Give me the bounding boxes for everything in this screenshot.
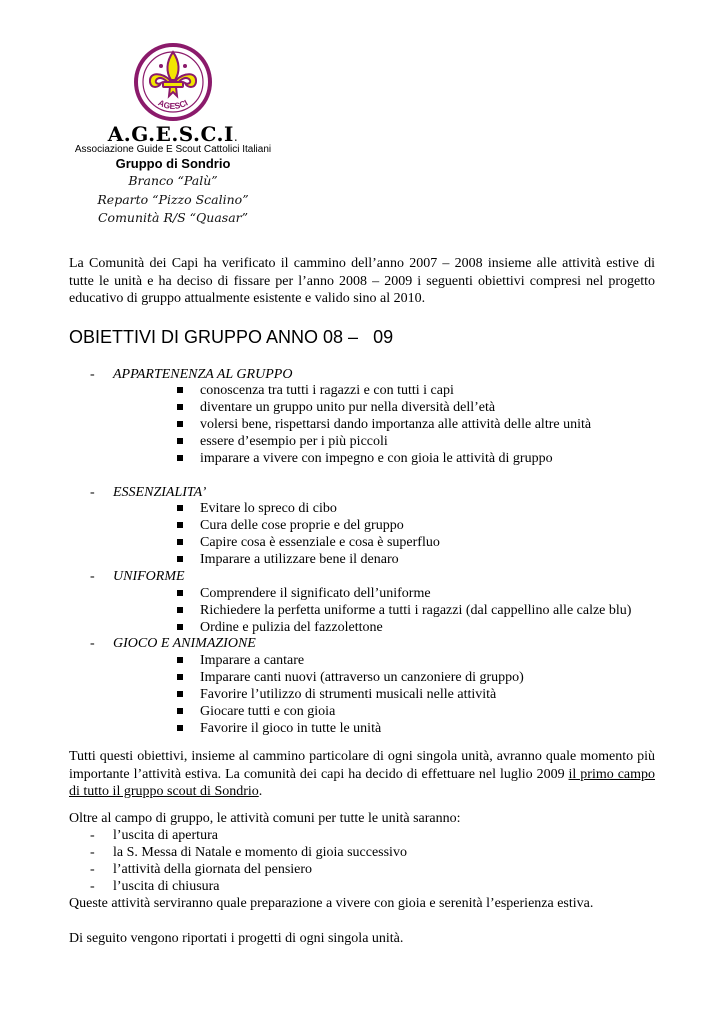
unit-branco: Branco “Palù” (128, 173, 218, 188)
bullet-square-icon (177, 387, 183, 393)
org-name: A.G.E.S.C.I. (107, 122, 239, 146)
bullet-square-icon (177, 522, 183, 528)
bullet-square-icon (177, 455, 183, 461)
bullet-square-icon (177, 624, 183, 630)
bullet-square-icon (177, 590, 183, 596)
bullet-square-icon (177, 505, 183, 511)
unit-comunita: Comunità R/S “Quasar” (97, 210, 249, 225)
bullet-square-icon (177, 691, 183, 697)
summary-highlight: il primo campo di tutto il gruppo scout di Sondrio (69, 766, 656, 799)
summary-paragraph: Tutti questi obiettivi, insieme al cammino particolare di ogni singola unità, avranno quale momento più importante l’attività estiva. La comunità dei capi ha decido di effettuare nel luglio 2009 il primo campo di tutto il gruppo scout di Sondrio. (69, 749, 656, 799)
agesci-logo (133, 42, 213, 124)
closing-line: Di seguito vengono riportati i progetti di ogni singola unità. (69, 931, 404, 946)
bullet-square-icon (177, 438, 183, 444)
bullet-square-icon (177, 708, 183, 714)
common-outro: Queste attività serviranno quale preparazione a vivere con gioia e serenità l’esperienza estiva. (69, 896, 594, 911)
bullet-square-icon (177, 674, 183, 680)
group-name: Gruppo di Sondrio (115, 156, 231, 171)
bullet-square-icon (177, 421, 183, 427)
document-page: AGESCI A.G.E.S.C.I. Associazione Guide E Scout Cattolici Italiani Gruppo di Sondrio Branco “Palù” Reparto “Pizzo Scalino” Comunità R/S “Quasar” La Comunità dei Capi ha verificato il cammino dell’anno 2007 – 2008 insieme alle attività estive di tutte le unità e ha deciso di fissare per l’anno 2008 – 2009 i seguenti obiettivi compresi nel progetto educativo di gruppo attualmente esistente e valido sino al 2010. OBIETTIVI DI GRUPPO ANNO 08 – 09 - APPARTENENZA AL GRUPPO conoscenza tra tutti i ragazzi e con tutti i capi diventare un gruppo unito pur nella diversità dell’età volersi bene, rispettarsi dando importanza alle attività delle altre unità essere d’esempio per i più piccoli imparare a vivere con impegno e con gioia le attività di gruppo - ESSENZIALITA’ Evitare lo spreco di cibo Cura delle cose proprie e del gruppo Capire cosa è essenziale e cosa è superfluo Imparare a utilizzare bene il denaro - UNIFORME Comprendere il significato dell’uniforme Richiedere la perfetta uniforme a tutti i ragazzi (dal cappellino alle calze blu) Ordine e pulizia del fazzolettone - GIOCO E ANIMAZIONE Imparare a cantare Imparare canti nuovi (attraverso un canzoniere di gruppo) Favorire l’utilizzo di strumenti musicali nelle attività Giocare tutti e con gioia Favorire il gioco in tutte le unità Tutti questi obiettivi, insieme al cammino particolare di ogni singola unità, avranno quale momento più importante l’attività estiva. La comunità dei capi ha decido di effettuare nel luglio 2009 il primo campo di tutto il gruppo scout di Sondrio. Oltre al campo di gruppo, le attività comuni per tutte le unità saranno: - l’uscita di apertura - la S. Messa di Natale e momento di gioia successivo - l’attività della giornata del pensiero - l’uscita di chiusura Queste attività serviranno quale preparazione a vivere con gioia e serenità l’esperienza estiva. Di seguito vengono riportati i progetti di ogni singola unità. (0, 0, 724, 1024)
bullet-square-icon (177, 657, 183, 663)
org-subtitle: Associazione Guide E Scout Cattolici Italiani (74, 144, 272, 155)
intro-paragraph: La Comunità dei Capi ha verificato il cammino dell’anno 2007 – 2008 insieme alle attività estive di tutte le unità e ha deciso di fissare per l’anno 2008 – 2009 i seguenti obiettivi compresi nel progetto educativo di gruppo attualmente esistente e valido sino al 2010. (69, 256, 655, 306)
unit-reparto: Reparto “Pizzo Scalino” (97, 192, 249, 207)
section-heading: OBIETTIVI DI GRUPPO ANNO 08 – 09 (69, 327, 394, 347)
bullet-square-icon (177, 607, 183, 613)
bullet-square-icon (177, 725, 183, 731)
bullet-square-icon (177, 539, 183, 545)
bullet-square-icon (177, 556, 183, 562)
bullet-square-icon (177, 404, 183, 410)
common-intro: Oltre al campo di gruppo, le attività comuni per tutte le unità saranno: (69, 811, 461, 826)
logo-text: AGESCI (156, 97, 190, 112)
